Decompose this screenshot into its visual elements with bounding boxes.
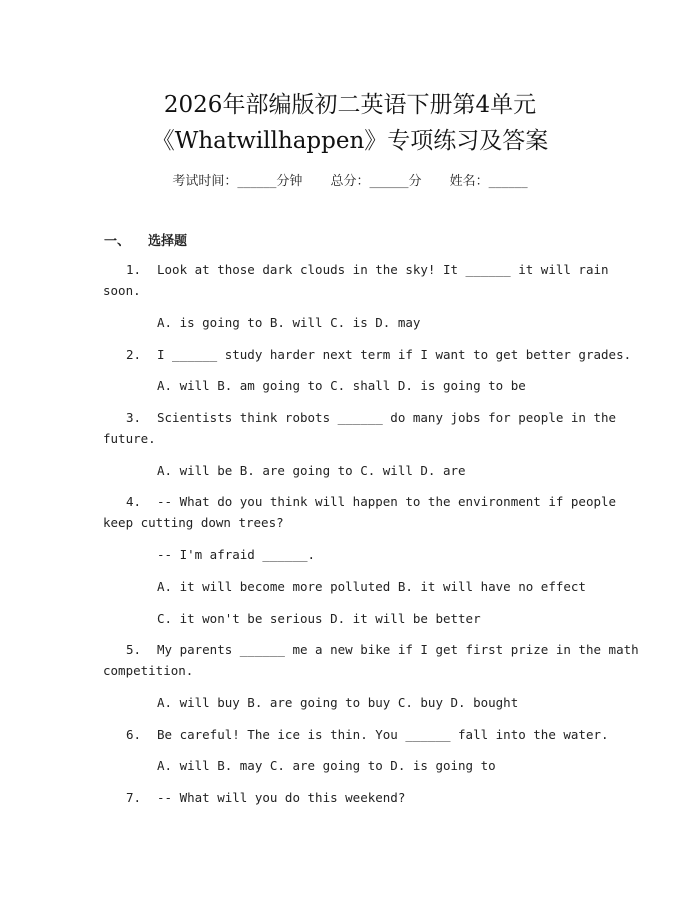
question-number: 5.	[126, 642, 142, 657]
question-options: A. is going to B. will C. is D. may	[157, 315, 421, 330]
page-title-line2: 《Whatwillhappen》专项练习及答案	[151, 128, 549, 154]
question-text: Scientists think robots ______ do many jobs for people in the	[157, 410, 617, 425]
question-text: Look at those dark clouds in the sky! It ______ it will rain	[157, 262, 609, 277]
exam-score-field: 总分：______分	[330, 174, 422, 189]
question-reply: -- I'm afraid ______.	[157, 547, 316, 562]
question-text: I ______ study harder next term if I want to get better grades.	[157, 347, 632, 362]
section-heading	[104, 230, 187, 249]
question-options: A. will be B. are going to C. will D. are	[157, 463, 466, 478]
question-text-continued: keep cutting down trees?	[103, 515, 284, 530]
question-number: 3.	[126, 410, 142, 425]
exam-time-field: 考试时间：______分钟	[172, 174, 303, 189]
question-number: 4.	[126, 494, 142, 509]
page-title-line1: 2026年部编版初二英语下册第4单元	[163, 92, 537, 118]
student-name-field: 姓名：______	[449, 174, 528, 189]
question-text: My parents ______ me a new bike if I get first prize in the math	[157, 642, 639, 657]
question-options: A. will buy B. are going to buy C. buy D. bought	[157, 695, 519, 710]
question-number: 6.	[126, 727, 142, 742]
question-options: A. will B. may C. are going to D. is going to	[157, 758, 496, 773]
question-options: A. will B. am going to C. shall D. is going to be	[157, 378, 526, 393]
question-number: 1.	[126, 262, 142, 277]
question-text: -- What will you do this weekend?	[157, 790, 406, 805]
question-number: 7.	[126, 790, 142, 805]
exam-meta	[0, 170, 700, 189]
question-text: Be careful! The ice is thin. You ______ fall into the water.	[157, 727, 609, 742]
question-text-continued: soon.	[103, 283, 141, 298]
question-options: C. it won't be serious D. it will be better	[157, 611, 481, 626]
question-options: A. it will become more polluted B. it will have no effect	[157, 579, 586, 594]
section-number: 一、	[104, 234, 131, 249]
question-text-continued: future.	[103, 431, 156, 446]
question-number: 2.	[126, 347, 142, 362]
question-text: -- What do you think will happen to the environment if people	[157, 494, 617, 509]
section-title: 选择题	[148, 234, 188, 249]
question-text-continued: competition.	[103, 663, 194, 678]
